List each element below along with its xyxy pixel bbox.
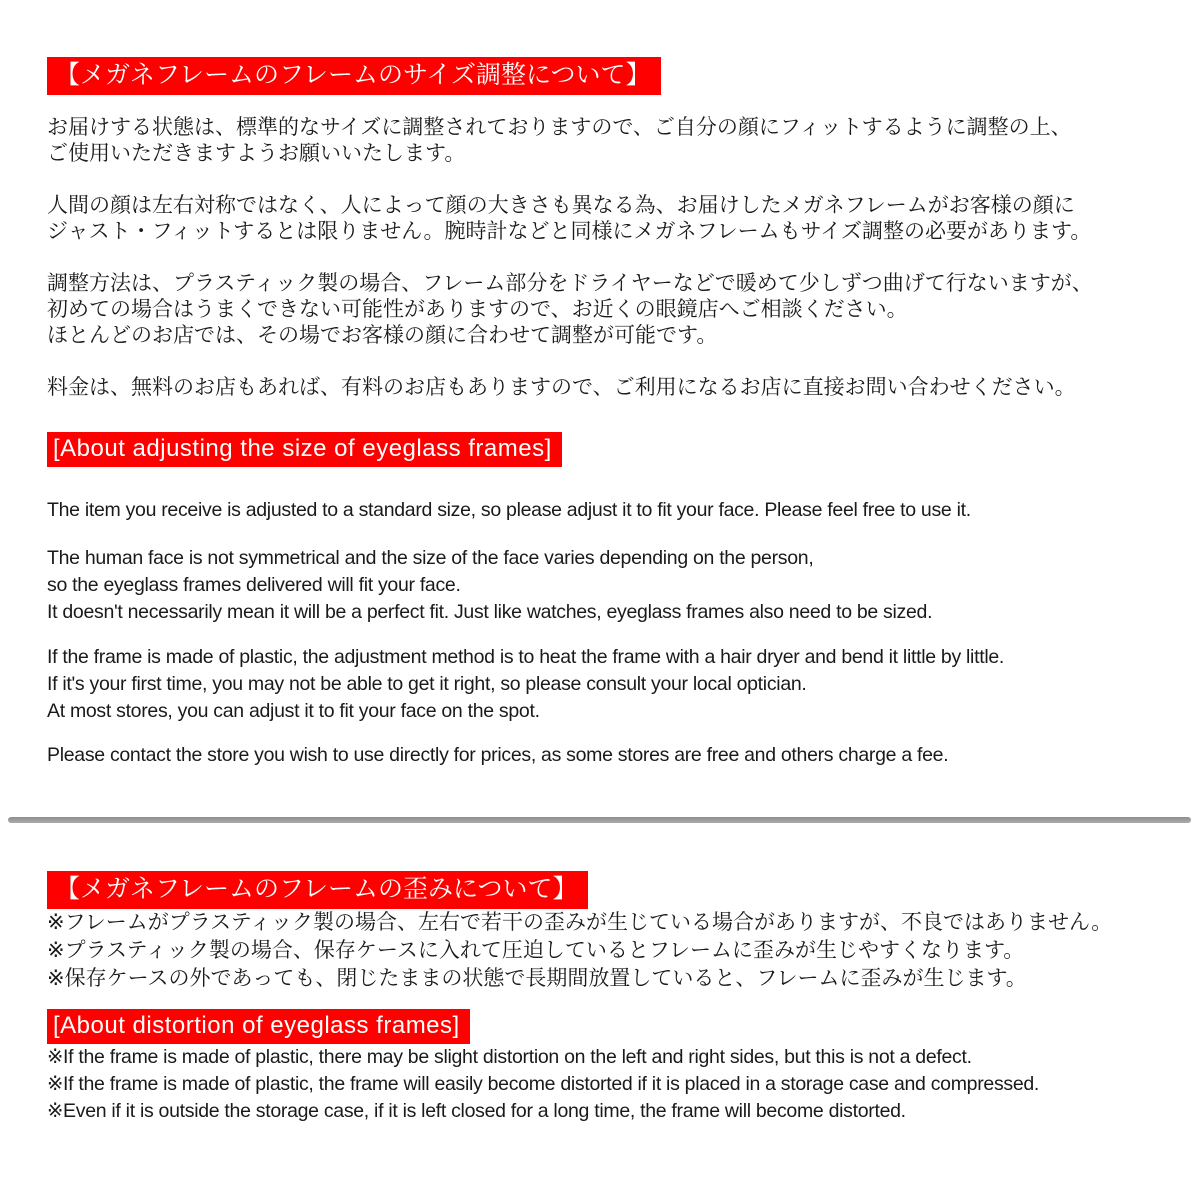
text-line: It doesn't necessarily mean it will be a perfect fit. Just like watches, eyeglass frames also need to be sized. (47, 601, 933, 623)
text-line: ご使用いただきますようお願いいたします。 (47, 142, 466, 165)
distortion-en-section (47, 993, 1170, 1125)
text-line: The item you receive is adjusted to a standard size, so please adjust it to fit your face. Please feel free to use it. (47, 499, 971, 521)
text-line: Please contact the store you wish to use directly for prices, as some stores are free and others charge a fee. (47, 744, 949, 766)
note-line: ※If the frame is made of plastic, there may be slight distortion on the left and right sides, but this is not a defect. (47, 1046, 972, 1068)
en-paragraph-adjustment-method (47, 644, 1170, 725)
text-line: 料金は、無料のお店もあれば、有料のお店もありますので、ご利用になるお店に直接お問い合わせください。 (47, 376, 1076, 399)
distortion-notice (0, 823, 1200, 1125)
text-line: お届けする状態は、標準的なサイズに調整されておりますので、ご自分の顔にフィットするように調整の上、 (47, 116, 1072, 139)
size-adjustment-jp-heading: 【メガネフレームのフレームのサイズ調整について】 (47, 57, 661, 95)
jp-paragraph-fees (47, 375, 1170, 401)
note-line: ※保存ケースの外であっても、閉じたままの状態で長期間放置していると、フレームに歪みが生じます。 (47, 967, 1027, 990)
note-line: ※フレームがプラスティック製の場合、左右で若干の歪みが生じている場合がありますが、不良ではありません。 (47, 911, 1113, 934)
jp-distortion-notes (47, 909, 1170, 993)
size-adjustment-jp-section (47, 0, 1170, 401)
size-adjustment-en-section (47, 401, 1170, 769)
note-line: ※プラスティック製の場合、保存ケースに入れて圧迫しているとフレームに歪みが生じやすくなります。 (47, 939, 1025, 962)
text-line: 人間の顔は左右対称ではなく、人によって顔の大きさも異なる為、お届けしたメガネフレームがお客様の顔に (47, 194, 1075, 217)
size-adjustment-en-heading: [About adjusting the size of eyeglass frames] (47, 432, 562, 467)
text-line: At most stores, you can adjust it to fit your face on the spot. (47, 700, 540, 722)
text-line: 初めての場合はうまくできない可能性がありますので、お近くの眼鏡店へご相談ください。 (47, 298, 908, 321)
jp-paragraph-delivery-state (47, 115, 1170, 167)
jp-paragraph-face-symmetry (47, 193, 1170, 245)
text-line: The human face is not symmetrical and the size of the face varies depending on the person, (47, 547, 814, 569)
en-distortion-notes (47, 1044, 1170, 1125)
en-paragraph-delivery-state (47, 497, 1170, 524)
text-line: If the frame is made of plastic, the adjustment method is to heat the frame with a hair dryer and bend it little by little. (47, 646, 1005, 668)
text-line: 調整方法は、プラスティック製の場合、フレーム部分をドライヤーなどで暖めて少しずつ曲げて行ないますが、 (47, 272, 1093, 295)
en-paragraph-fees (47, 742, 1170, 769)
distortion-jp-heading: 【メガネフレームのフレームの歪みについて】 (47, 871, 588, 909)
text-line: If it's your first time, you may not be able to get it right, so please consult your local optician. (47, 673, 807, 695)
distortion-jp-section (47, 823, 1170, 993)
en-paragraph-face-symmetry (47, 545, 1170, 626)
note-line: ※Even if it is outside the storage case, if it is left closed for a long time, the frame will become distorted. (47, 1100, 906, 1122)
distortion-en-heading: [About distortion of eyeglass frames] (47, 1009, 470, 1044)
text-line: ほとんどのお店では、その場でお客様の顔に合わせて調整が可能です。 (47, 324, 718, 347)
note-line: ※If the frame is made of plastic, the frame will easily become distorted if it is placed in a storage case and compressed. (47, 1073, 1040, 1095)
text-line: ジャスト・フィットするとは限りません。腕時計などと同様にメガネフレームもサイズ調整の必要があります。 (47, 220, 1092, 243)
text-line: so the eyeglass frames delivered will fit your face. (47, 574, 461, 596)
jp-paragraph-adjustment-method (47, 271, 1170, 349)
